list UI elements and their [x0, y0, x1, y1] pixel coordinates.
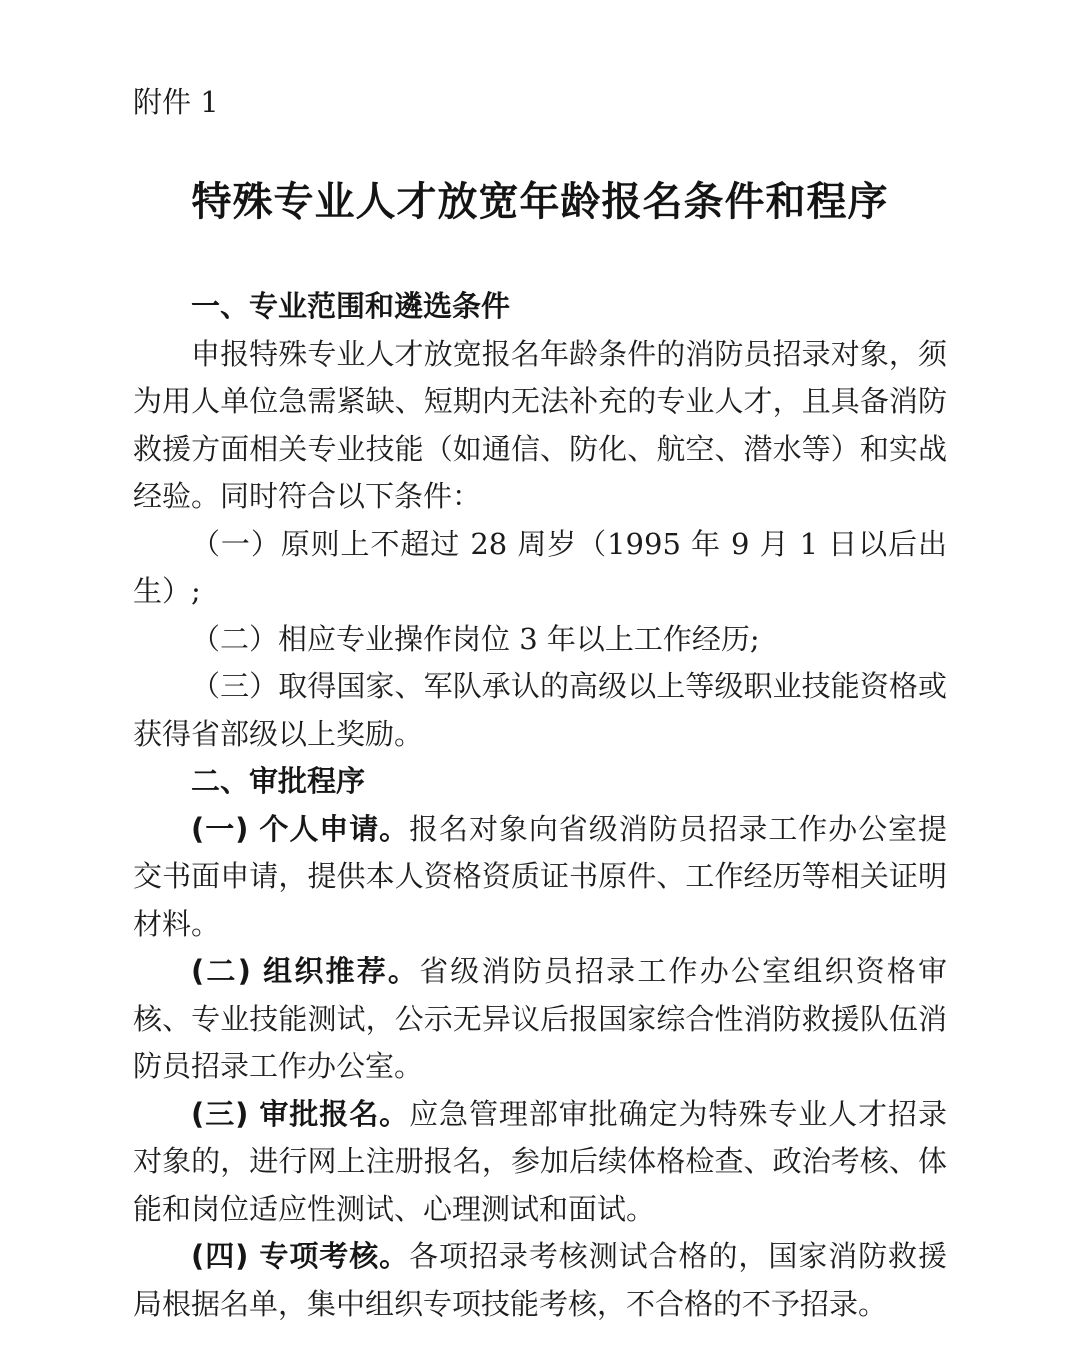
section-2-heading: 二、审批程序 — [191, 764, 366, 798]
section-2-item-3 — [133, 1091, 947, 1234]
section-1-item-1 — [133, 521, 947, 616]
paragraph-text: 申报特殊专业人才放宽报名年龄条件的消防员招录对象，须为用人单位急需紧缺、短期内无法补充的专业人才，且具备消防救援方面相关专业技能（如通信、防化、航空、潜水等）和实战经验。同时符合以下条件： — [133, 336, 947, 513]
section-1-paragraph-intro — [133, 331, 947, 521]
document-title: 特殊专业人才放宽年龄报名条件和程序 — [191, 179, 889, 225]
section-1-item-3 — [133, 663, 947, 758]
paragraph-text: （一）原则上不超过 28 周岁（1995 年 9 月 1 日以后出生）; — [133, 526, 947, 608]
document-body — [133, 283, 947, 1328]
paragraph-text: 省级消防员招录工作办公室组织资格审核、专业技能测试，公示无异议后报国家综合性消防救援队伍消防员招录工作办公室。 — [133, 954, 947, 1083]
paragraph-text: （二）相应专业操作岗位 3 年以上工作经历; — [191, 621, 760, 656]
paragraph-text: 各项招录考核测试合格的，国家消防救援局根据名单，集中组织专项技能考核，不合格的不予招录。 — [133, 1239, 947, 1321]
item-lead-label: (一) 个人申请。 — [191, 811, 410, 846]
item-lead-label: (二) 组织推荐。 — [191, 954, 420, 988]
paragraph-text: 应急管理部审批确定为特殊专业人才招录对象的，进行网上注册报名，参加后续体格检查、政治考核、体能和岗位适应性测试、心理测试和面试。 — [133, 1096, 947, 1226]
item-lead-label: (四) 专项考核。 — [191, 1239, 410, 1273]
item-lead-label: (三) 审批报名。 — [191, 1096, 410, 1131]
section-2-item-1 — [133, 806, 947, 949]
attachment-label: 附件 1 — [133, 85, 219, 119]
paragraph-text: （三）取得国家、军队承认的高级以上等级职业技能资格或获得省部级以上奖励。 — [133, 669, 947, 751]
section-1-heading: 一、专业范围和遴选条件 — [191, 289, 511, 323]
section-2-item-2 — [133, 948, 947, 1091]
section-2-item-4 — [133, 1233, 947, 1328]
section-1-item-2 — [133, 616, 947, 664]
paragraph-text: 报名对象向省级消防员招录工作办公室提交书面申请，提供本人资格资质证书原件、工作经历等相关证明材料。 — [133, 811, 947, 941]
